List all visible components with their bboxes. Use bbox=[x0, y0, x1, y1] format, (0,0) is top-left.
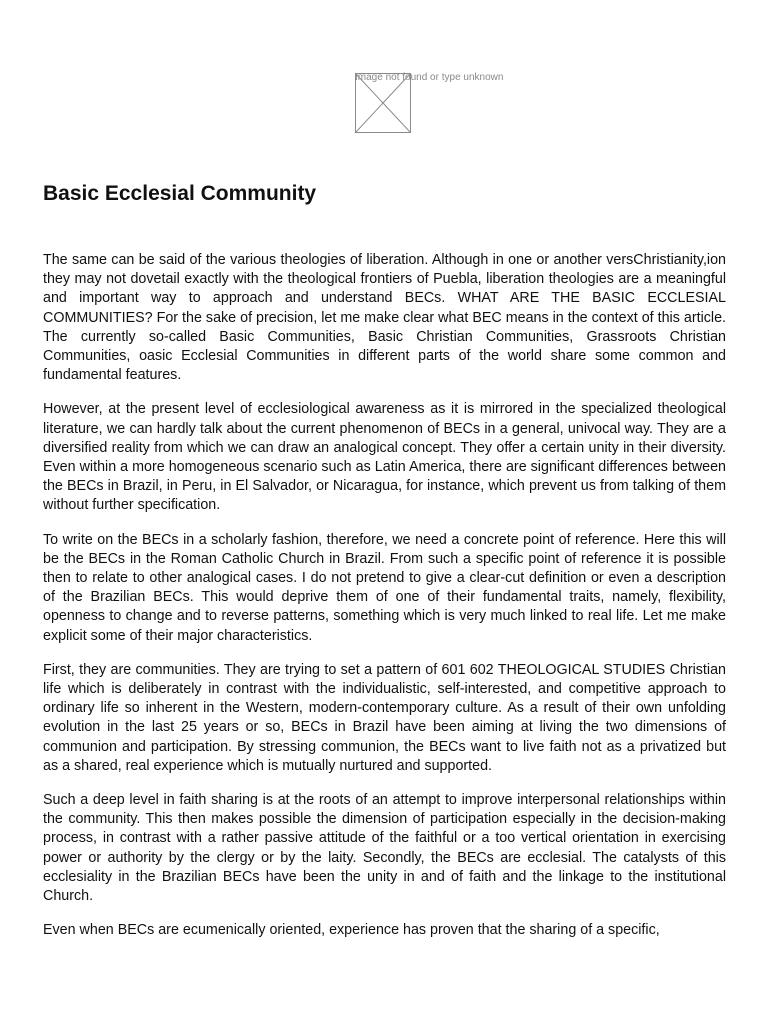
article-paragraph-1: The same can be said of the various theologies of liberation. Although in one or another versChristianity,ion they may not dovetail exactly with the theological frontiers of Puebla, liberation theologies are a meaningful and important way to approach and understand BECs. WHAT ARE THE BASIC ECCLESIAL COMMUNITIES? For the sake of precision, let me make clear what BEC means in the context of this article. The currently so-called Basic Communities, Basic Christian Communities, Grassroots Christian Communities, oasic Ecclesial Communities in different parts of the world share some common and fundamental features. bbox=[43, 252, 726, 384]
article-title: Basic Ecclesial Community bbox=[43, 182, 317, 205]
article-paragraph-5: Such a deep level in faith sharing is at the roots of an attempt to improve interpersonal relationships within the community. This then makes possible the dimension of participation especially in the decision-making process, in contrast with a rather passive attitude of the faithful or a too vertical orientation in exercising power or authority by the clergy or by the laity. Secondly, the BECs are ecclesial. The catalysts of this ecclesiality in the Brazilian BECs have been the unity in and of faith and the linkage to the institutional Church. bbox=[43, 792, 726, 905]
article-body bbox=[43, 251, 726, 956]
broken-image-caption: Image not found or type unknown bbox=[355, 72, 504, 83]
article-paragraph-4: First, they are communities. They are trying to set a pattern of 601 602 THEOLOGICAL STUDIES Christian life which is deliberately in contrast with the individualistic, self-interested, and competitive approach to ordinary life so inherent in the Western, modern-contemporary culture. As a result of their own unfolding evolution in the last 25 years or so, BECs in Brazil have been aiming at living the two dimensions of communion and participation. By stressing communion, the BECs want to live faith not as a privatized but as a shared, real experience which is mutually nurtured and supported. bbox=[43, 661, 726, 774]
article-paragraph-3: To write on the BECs in a scholarly fashion, therefore, we need a concrete point of reference. Here this will be the BECs in the Roman Catholic Church in Brazil. From such a specific point of reference it is possible then to relate to other analogical cases. I do not pretend to give a clear-cut definition or even a description of the Brazilian BECs. This would deprive them of one of their fundamental traits, namely, flexibility, openness to change and to reverse patterns, something which is very much linked to real life. Let me make explicit some of their major characteristics. bbox=[43, 531, 726, 644]
article-paragraph-6: Even when BECs are ecumenically oriented, experience has proven that the sharing of a specific, bbox=[43, 922, 660, 939]
article-paragraph-2: However, at the present level of ecclesiological awareness as it is mirrored in the specialized theological literature, we can hardly talk about the current phenomenon of BECs in a general, univocal way. They are a diversified reality from which we can draw an analogical concept. They offer a certain unity in their diversity. Even within a more homogeneous scenario such as Latin America, there are significant differences between the BECs in Brazil, in Peru, in El Salvador, or Nicaragua, for instance, which prevent us from talking of them without further specification. bbox=[43, 401, 726, 514]
